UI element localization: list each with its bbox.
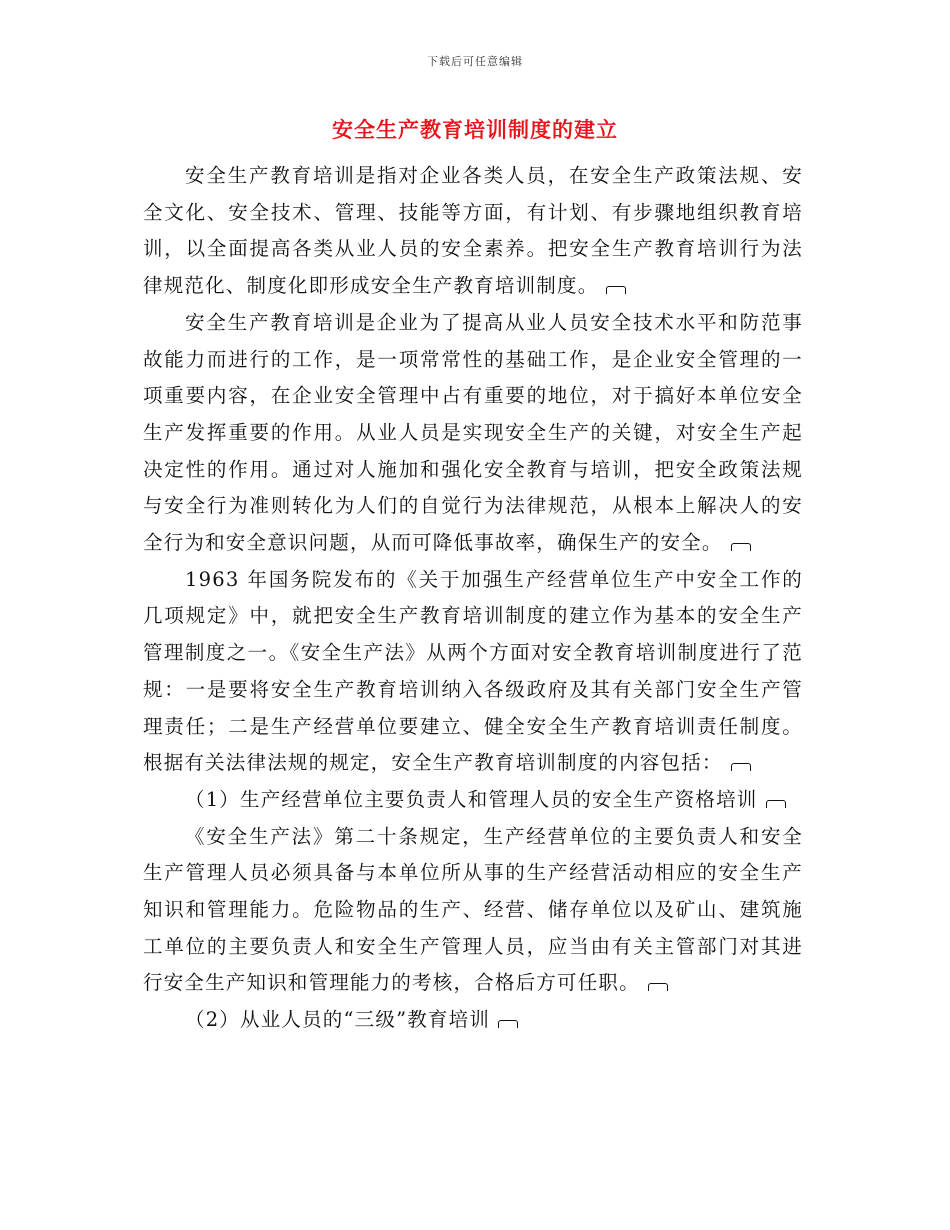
document-title: 安全生产教育培训制度的建立 xyxy=(332,117,618,142)
paragraph-mark-icon xyxy=(648,983,668,991)
paragraph-history xyxy=(143,562,803,782)
header-note: 下载后可任意编辑 xyxy=(427,55,523,68)
paragraph-mark-icon xyxy=(731,543,751,551)
paragraph-text: 安全生产教育培训是指对企业各类人员，在安全生产政策法规、安全文化、安全技术、管理、技能等方面，有计划、有步骤地组织教育培训，以全面提高各类从业人员的安全素养。把安全生产教育培训行为法律规范化、制度化即形成安全生产教育培训制度。 xyxy=(143,164,803,298)
paragraph-mark-icon xyxy=(766,800,786,808)
paragraph-item-1-body xyxy=(143,819,803,1003)
paragraph-item-1-heading xyxy=(143,782,803,819)
paragraph-text: （2）从业人员的“三级”教育培训 xyxy=(185,1008,491,1032)
paragraph-mark-icon xyxy=(606,286,626,294)
paragraph-mark-icon xyxy=(731,763,751,771)
paragraph-text: （1）生产经营单位主要负责人和管理人员的安全生产资格培训 xyxy=(185,787,758,811)
paragraph-item-2-heading xyxy=(143,1002,803,1039)
paragraph-text: 1963 年国务院发布的《关于加强生产经营单位生产中安全工作的几项规定》中，就把安全生产教育培训制度的建立作为基本的安全生产管理制度之一。《安全生产法》从两个方面对安全教育培训制度进行了范规：一是要将安全生产教育培训纳入各级政府及其有关部门安全生产管理责任；二是生产经营单位要建立、健全安全生产教育培训责任制度。根据有关法律法规的规定，安全生产教育培训制度的内容包括： xyxy=(143,567,803,775)
paragraph-text: 《安全生产法》第二十条规定，生产经营单位的主要负责人和安全生产管理人员必须具备与本单位所从事的生产经营活动相应的安全生产知识和管理能力。危险物品的生产、经营、储存单位以及矿山、建筑施工单位的主要负责人和安全生产管理人员，应当由有关主管部门对其进行安全生产知识和管理能力的考核，合格后方可任职。 xyxy=(143,824,803,995)
paragraph-mark-icon xyxy=(498,1020,518,1028)
paragraph-definition xyxy=(143,158,803,305)
paragraph-text: 安全生产教育培训是企业为了提高从业人员安全技术水平和防范事故能力而进行的工作，是一项常常性的基础工作，是企业安全管理的一项重要内容，在企业安全管理中占有重要的地位，对于搞好本单位安全生产发挥重要的作用。从业人员是实现安全生产的关键，对安全生产起决定性的作用。通过对人施加和强化安全教育与培训，把安全政策法规与安全行为准则转化为人们的自觉行为法律规范，从根本上解决人的安全行为和安全意识问题，从而可降低事故率，确保生产的安全。 xyxy=(143,310,803,555)
paragraph-importance xyxy=(143,305,803,562)
document-body xyxy=(143,158,803,1039)
